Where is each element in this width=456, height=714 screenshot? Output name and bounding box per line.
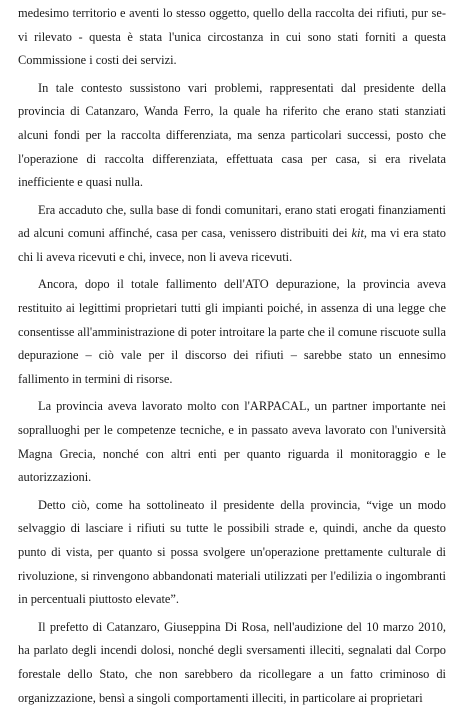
paragraph-3-text-b: , ma vi era stato chi li aveva ricevuti e chi, invece, non li aveva ricevuti.	[18, 226, 446, 265]
paragraph-6-text: Detto ciò, come ha sottolineato il presidente della provincia, “vige un modo selvaggio di lasciare i rifiuti su tutte le possibili strade e, quindi, anche da questo punto di vista, per quanto si possa svolgere un'operazione prettamente culturale di rivoluzione, si rinvengono abbandonati materiali utilizzati per l'edilizia o ingombranti in percentuali piuttosto elevate”.	[18, 497, 446, 607]
paragraph-1	[18, 2, 446, 73]
document-body	[18, 2, 446, 714]
paragraph-4-text: Ancora, dopo il totale fallimento dell'ATO depurazione, la provincia aveva restituito ai legittimi proprietari tutti gli impianti poiché, in assenza di una legge che consentisse all'amministrazione di poter introitare la parte che il comune riscuote sulla depurazione – ciò vale per il discorso dei rifiuti – sarebbe stato un ennesimo fallimento in termini di risorse.	[18, 277, 446, 387]
paragraph-2	[18, 77, 446, 196]
paragraph-3-kit-italic: kit	[351, 226, 364, 241]
paragraph-6	[18, 494, 446, 613]
paragraph-4	[18, 273, 446, 392]
paragraph-3	[18, 199, 446, 270]
paragraph-1-text: medesimo territorio e aventi lo stesso oggetto, quello della raccolta dei rifiuti, pur se-vi rilevato - questa è stata l'unica circostanza in cui sono stati forniti a questa Commissione i costi dei servizi.	[18, 6, 446, 68]
paragraph-7-text: Il prefetto di Catanzaro, Giuseppina Di Rosa, nell'audizione del 10 marzo 2010, ha parlato degli incendi dolosi, nonché degli sversamenti illeciti, segnalati dal Corpo forestale dello Stato, che non sarebbero da ricollegare a un fatto criminoso di organizzazione, bensì a singoli comportamenti illeciti, in particolare ai proprietari	[18, 619, 446, 705]
paragraph-3-text-a: Era accaduto che, sulla base di fondi comunitari, erano stati erogati finanziamenti ad alcuni comuni affinché, casa per casa, venissero distribuiti dei	[18, 202, 446, 241]
paragraph-5-text: La provincia aveva lavorato molto con l'ARPACAL, un partner importante nei sopralluoghi per le competenze tecniche, e in passato aveva lavorato con l'università Magna Grecia, nonché con altri enti per quanto riguarda il monitoraggio e le autorizzazioni.	[18, 399, 446, 485]
paragraph-2-text: In tale contesto sussistono vari problemi, rappresentati dal presidente della provincia di Catanzaro, Wanda Ferro, la quale ha riferito che erano stati stanziati alcuni fondi per la raccolta differenziata, ma senza particolari successi, posto che l'operazione di raccolta differenziata, effettuata casa per casa, si era rivelata inefficiente e quasi nulla.	[18, 80, 446, 190]
paragraph-7	[18, 616, 446, 711]
paragraph-5	[18, 395, 446, 490]
